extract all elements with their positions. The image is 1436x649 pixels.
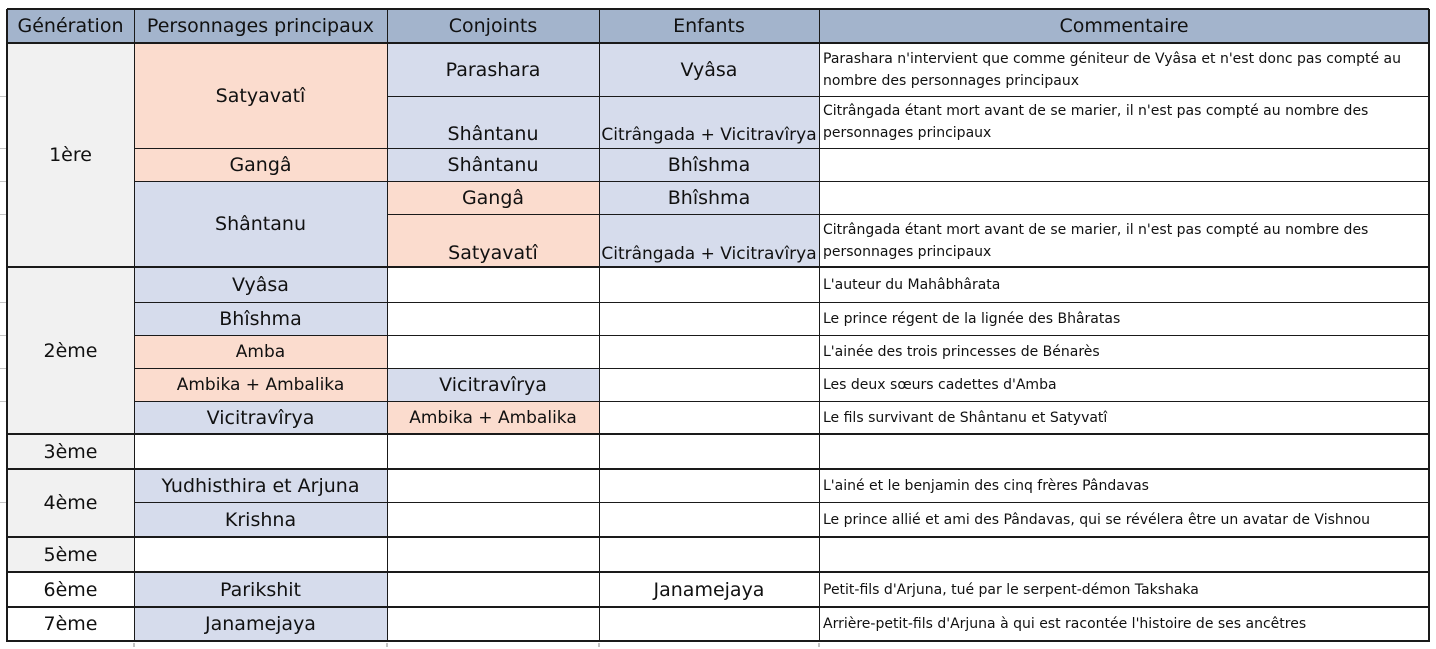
- enfant-cell[interactable]: Bhîshma: [599, 181, 819, 214]
- grid-line: [134, 302, 1429, 303]
- commentaire-cell[interactable]: Le prince régent de la lignée des Bhâratas: [819, 302, 1429, 335]
- personnage-cell[interactable]: Satyavatî: [134, 43, 387, 148]
- conjoint-cell[interactable]: [387, 607, 599, 641]
- commentaire-cell[interactable]: Arrière-petit-fils d'Arjuna à qui est racontée l'histoire de ses ancêtres: [819, 607, 1429, 641]
- enfant-cell[interactable]: Janamejaya: [599, 572, 819, 607]
- conjoint-cell[interactable]: [387, 434, 599, 469]
- header-cell[interactable]: Enfants: [599, 9, 819, 43]
- grid-line: [134, 502, 1429, 503]
- conjoint-cell[interactable]: [387, 267, 599, 302]
- grid-line: [1428, 9, 1430, 642]
- header-cell[interactable]: Commentaire: [819, 9, 1429, 43]
- personnage-cell[interactable]: Parikshit: [134, 572, 387, 607]
- grid-line: [818, 643, 820, 647]
- grid-line: [7, 42, 1429, 44]
- grid-line: [134, 9, 135, 642]
- personnage-cell[interactable]: Ambika + Ambalika: [134, 368, 387, 401]
- personnage-cell[interactable]: Vicitravîrya: [134, 401, 387, 434]
- conjoint-cell[interactable]: [387, 469, 599, 502]
- enfant-cell[interactable]: [599, 607, 819, 641]
- grid-line: [134, 335, 1429, 336]
- header-cell[interactable]: Personnages principaux: [134, 9, 387, 43]
- commentaire-cell[interactable]: Le fils survivant de Shântanu et Satyvatî: [819, 401, 1429, 434]
- enfant-cell[interactable]: Citrângada + Vicitravîrya: [599, 96, 819, 148]
- enfant-cell[interactable]: Citrângada + Vicitravîrya: [599, 214, 819, 267]
- conjoint-cell[interactable]: [387, 502, 599, 537]
- grid-line: [7, 536, 1429, 538]
- personnage-cell[interactable]: Janamejaya: [134, 607, 387, 641]
- commentaire-cell[interactable]: L'ainée des trois princesses de Bénarès: [819, 335, 1429, 368]
- enfant-cell[interactable]: [599, 335, 819, 368]
- commentaire-cell[interactable]: Parashara n'intervient que comme géniteur de Vyâsa et n'est donc pas compté au nombre des personnages principaux: [819, 43, 1429, 96]
- header-cell[interactable]: Conjoints: [387, 9, 599, 43]
- grid-line: [387, 96, 1429, 97]
- grid-line: [134, 401, 1429, 402]
- grid-line: [7, 433, 1429, 435]
- grid-line: [134, 181, 1429, 182]
- conjoint-cell[interactable]: [387, 335, 599, 368]
- conjoint-cell[interactable]: Parashara: [387, 43, 599, 96]
- conjoint-cell[interactable]: [387, 302, 599, 335]
- conjoint-cell[interactable]: Shântanu: [387, 96, 599, 148]
- generation-cell[interactable]: 4ème: [7, 469, 134, 537]
- conjoint-cell[interactable]: [387, 537, 599, 572]
- enfant-cell[interactable]: [599, 469, 819, 502]
- personnage-cell[interactable]: Krishna: [134, 502, 387, 537]
- grid-line: [7, 468, 1429, 470]
- grid-line: [598, 643, 600, 647]
- grid-line: [387, 9, 388, 642]
- enfant-cell[interactable]: [599, 502, 819, 537]
- grid-line: [7, 640, 1429, 642]
- personnage-cell[interactable]: Vyâsa: [134, 267, 387, 302]
- enfant-cell[interactable]: [599, 537, 819, 572]
- commentaire-cell[interactable]: Les deux sœurs cadettes d'Amba: [819, 368, 1429, 401]
- commentaire-cell[interactable]: [819, 434, 1429, 469]
- enfant-cell[interactable]: [599, 401, 819, 434]
- grid-line: [134, 368, 1429, 369]
- grid-line: [387, 214, 1429, 215]
- commentaire-cell[interactable]: L'ainé et le benjamin des cinq frères Pândavas: [819, 469, 1429, 502]
- personnage-cell[interactable]: Yudhisthira et Arjuna: [134, 469, 387, 502]
- conjoint-cell[interactable]: Shântanu: [387, 148, 599, 181]
- enfant-cell[interactable]: [599, 267, 819, 302]
- commentaire-cell[interactable]: Le prince allié et ami des Pândavas, qui se révélera être un avatar de Vishnou: [819, 502, 1429, 537]
- enfant-cell[interactable]: [599, 302, 819, 335]
- personnage-cell[interactable]: Bhîshma: [134, 302, 387, 335]
- generation-cell[interactable]: 5ème: [7, 537, 134, 572]
- conjoint-cell[interactable]: Satyavatî: [387, 214, 599, 267]
- grid-line: [7, 266, 1429, 268]
- grid-line: [386, 643, 388, 647]
- enfant-cell[interactable]: [599, 368, 819, 401]
- commentaire-cell[interactable]: Citrângada étant mort avant de se marier, il n'est pas compté au nombre des personnages principaux: [819, 214, 1429, 267]
- enfant-cell[interactable]: Bhîshma: [599, 148, 819, 181]
- grid-line: [599, 9, 600, 642]
- generation-cell[interactable]: 6ème: [7, 572, 134, 607]
- generation-cell[interactable]: 3ème: [7, 434, 134, 469]
- enfant-cell[interactable]: Vyâsa: [599, 43, 819, 96]
- personnage-cell[interactable]: Gangâ: [134, 148, 387, 181]
- grid-line: [7, 8, 1429, 10]
- conjoint-cell[interactable]: Ambika + Ambalika: [387, 401, 599, 434]
- conjoint-cell[interactable]: [387, 572, 599, 607]
- personnage-cell[interactable]: Shântanu: [134, 181, 387, 267]
- commentaire-cell[interactable]: [819, 537, 1429, 572]
- personnage-cell[interactable]: [134, 434, 387, 469]
- grid-line: [133, 643, 135, 647]
- conjoint-cell[interactable]: Gangâ: [387, 181, 599, 214]
- personnage-cell[interactable]: [134, 537, 387, 572]
- commentaire-cell[interactable]: [819, 148, 1429, 181]
- commentaire-cell[interactable]: L'auteur du Mahâbhârata: [819, 267, 1429, 302]
- header-cell[interactable]: Génération: [7, 9, 134, 43]
- personnage-cell[interactable]: Amba: [134, 335, 387, 368]
- commentaire-cell[interactable]: Citrângada étant mort avant de se marier, il n'est pas compté au nombre des personnages principaux: [819, 96, 1429, 148]
- grid-line: [7, 606, 1429, 608]
- generation-cell[interactable]: 7ème: [7, 607, 134, 641]
- grid-line: [134, 148, 1429, 149]
- generation-cell[interactable]: 2ème: [7, 267, 134, 434]
- grid-line: [6, 9, 8, 642]
- generation-cell[interactable]: 1ère: [7, 43, 134, 267]
- conjoint-cell[interactable]: Vicitravîrya: [387, 368, 599, 401]
- commentaire-cell[interactable]: Petit-fils d'Arjuna, tué par le serpent-démon Takshaka: [819, 572, 1429, 607]
- grid-line: [7, 571, 1429, 573]
- commentaire-cell[interactable]: [819, 181, 1429, 214]
- grid-line: [819, 9, 820, 642]
- enfant-cell[interactable]: [599, 434, 819, 469]
